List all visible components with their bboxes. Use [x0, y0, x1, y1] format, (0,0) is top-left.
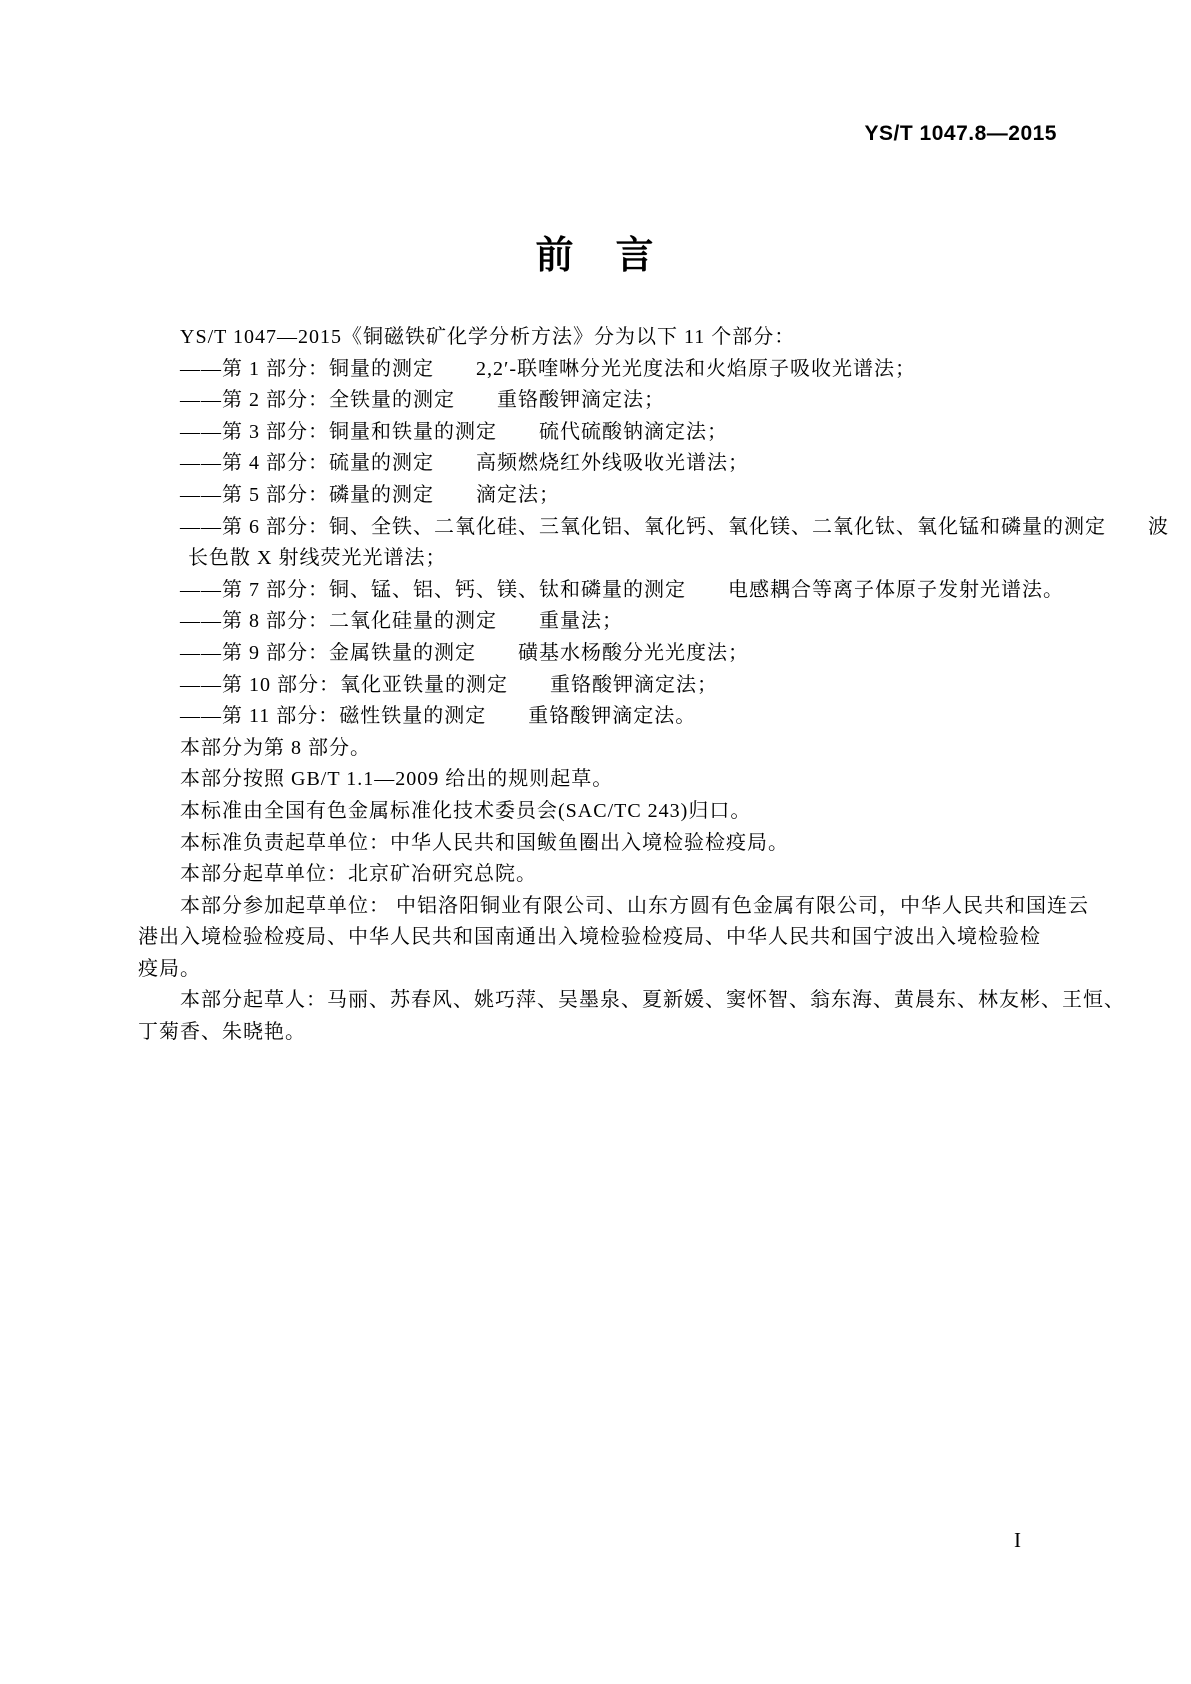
part-item-8: ——第 8 部分：二氧化硅量的测定 重量法； — [180, 610, 623, 633]
this-part-line: 本部分为第 8 部分。 — [180, 736, 371, 759]
part-item-2: ——第 2 部分：全铁量的测定 重铬酸钾滴定法； — [180, 389, 665, 412]
participating-org-line-cont: 港出入境检验检疫局、中华人民共和国南通出入境检验检疫局、中华人民共和国宁波出入境检验检 — [138, 926, 1041, 949]
responsible-org-line: 本标准负责起草单位：中华人民共和国鲅鱼圈出入境检验检疫局。 — [180, 831, 789, 854]
part-item-6: ——第 6 部分：铜、全铁、二氧化硅、三氧化铝、氧化钙、氧化镁、二氧化钛、氧化锰和磷量的测定 波 — [180, 515, 1169, 538]
foreword-body — [138, 322, 1169, 1049]
part-item-1: ——第 1 部分：铜量的测定 2,2′-联喹啉分光光度法和火焰原子吸收光谱法； — [180, 357, 917, 380]
participating-org-line: 本部分参加起草单位： 中铝洛阳铜业有限公司、山东方圆有色金属有限公司，中华人民共和国连云 — [180, 894, 1089, 917]
part-item-4: ——第 4 部分：硫量的测定 高频燃烧红外线吸收光谱法； — [180, 452, 749, 475]
standard-code-header: YS/T 1047.8—2015 — [864, 122, 1057, 145]
part-item-7: ——第 7 部分：铜、锰、铝、钙、镁、钛和磷量的测定 电感耦合等离子体原子发射光谱法。 — [180, 578, 1064, 601]
participating-org-line-end: 疫局。 — [138, 957, 201, 980]
page-title: 前 言 — [535, 235, 656, 277]
part-item-10: ——第 10 部分：氧化亚铁量的测定 重铬酸钾滴定法； — [180, 673, 718, 696]
part-item-9: ——第 9 部分：金属铁量的测定 磺基水杨酸分光光度法； — [180, 641, 749, 664]
intro-line: YS/T 1047—2015《铜磁铁矿化学分析方法》分为以下 11 个部分： — [180, 326, 796, 348]
part-item-3: ——第 3 部分：铜量和铁量的测定 硫代硫酸钠滴定法； — [180, 420, 728, 443]
part-item-5: ——第 5 部分：磷量的测定 滴定法； — [180, 483, 560, 506]
drafting-org-line: 本部分起草单位：北京矿冶研究总院。 — [180, 863, 537, 886]
drafting-rule-line: 本部分按照 GB/T 1.1—2009 给出的规则起草。 — [180, 768, 614, 791]
drafters-line: 本部分起草人：马丽、苏春风、姚巧萍、吴墨泉、夏新媛、窦怀智、翁东海、黄晨东、林友彬、王恒、 — [180, 989, 1125, 1012]
drafters-line-cont: 丁菊香、朱晓艳。 — [138, 1021, 306, 1044]
part-item-11: ——第 11 部分：磁性铁量的测定 重铬酸钾滴定法。 — [180, 705, 697, 728]
part-item-6-cont: 长色散 X 射线荧光光谱法； — [188, 547, 447, 570]
page-number: I — [1014, 1528, 1021, 1552]
committee-line: 本标准由全国有色金属标准化技术委员会(SAC/TC 243)归口。 — [180, 799, 752, 822]
